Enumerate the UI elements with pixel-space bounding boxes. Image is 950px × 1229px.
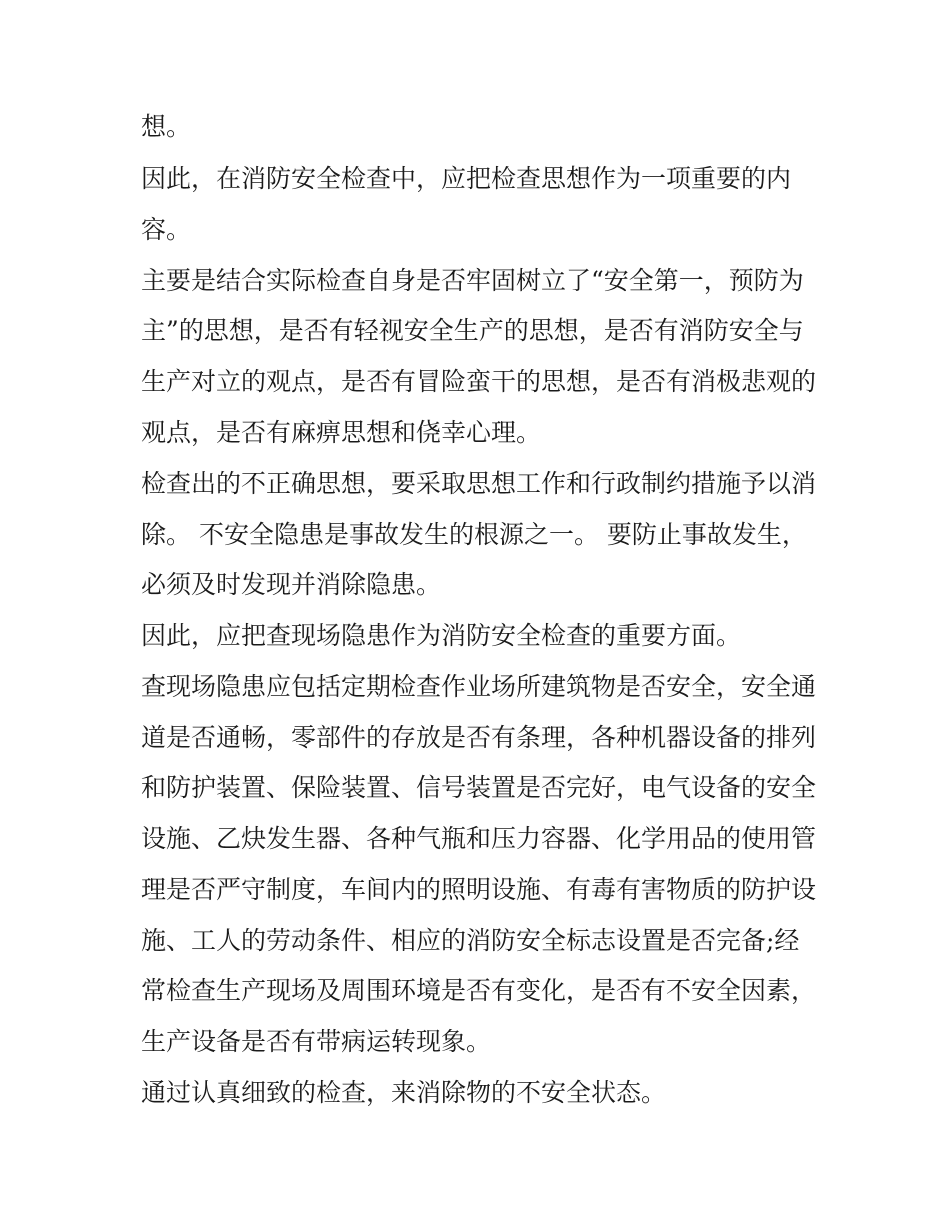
text-line: 生产设备是否有带病运转现象。 [141, 1027, 492, 1056]
text-line: 想。 [141, 112, 192, 141]
text-line: 容。 [141, 215, 192, 244]
text-line: 观点，是否有麻痹思想和侥幸心理。 [141, 418, 542, 447]
text-line: 主”的思想，是否有轻视安全生产的思想，是否有消防安全与 [141, 316, 804, 345]
text-line: 因此，应把查现场隐患作为消防安全检查的重要方面。 [141, 621, 742, 650]
text-line: 除。 不安全隐患是事故发生的根源之一。 要防止事故发生， [141, 520, 807, 549]
text-line: 必须及时发现并消除隐患。 [141, 570, 442, 599]
text-line: 设施、乙炔发生器、各种气瓶和压力容器、化学用品的使用管 [141, 824, 817, 853]
text-line: 因此，在消防安全检查中，应把检查思想作为一项重要的内 [141, 164, 792, 193]
text-line: 和防护装置、保险装置、信号装置是否完好，电气设备的安全 [141, 773, 817, 802]
text-line: 主要是结合实际检查自身是否牢固树立了“安全第一，预防为 [141, 266, 804, 295]
text-line: 生产对立的观点，是否有冒险蛮干的思想，是否有消极悲观的 [141, 367, 817, 396]
text-line: 道是否通畅，零部件的存放是否有条理，各种机器设备的排列 [141, 723, 817, 752]
text-line: 检查出的不正确思想，要采取思想工作和行政制约措施予以消 [141, 469, 817, 498]
text-line: 通过认真细致的检查，来消除物的不安全状态。 [141, 1078, 667, 1107]
text-line: 施、工人的劳动条件、相应的消防安全标志设置是否完备;经 [141, 926, 800, 955]
text-line: 查现场隐患应包括定期检查作业场所建筑物是否安全，安全通 [141, 672, 817, 701]
text-line: 理是否严守制度，车间内的照明设施、有毒有害物质的防护设 [141, 875, 817, 904]
text-line: 常检查生产现场及周围环境是否有变化，是否有不安全因素， [141, 976, 817, 1005]
